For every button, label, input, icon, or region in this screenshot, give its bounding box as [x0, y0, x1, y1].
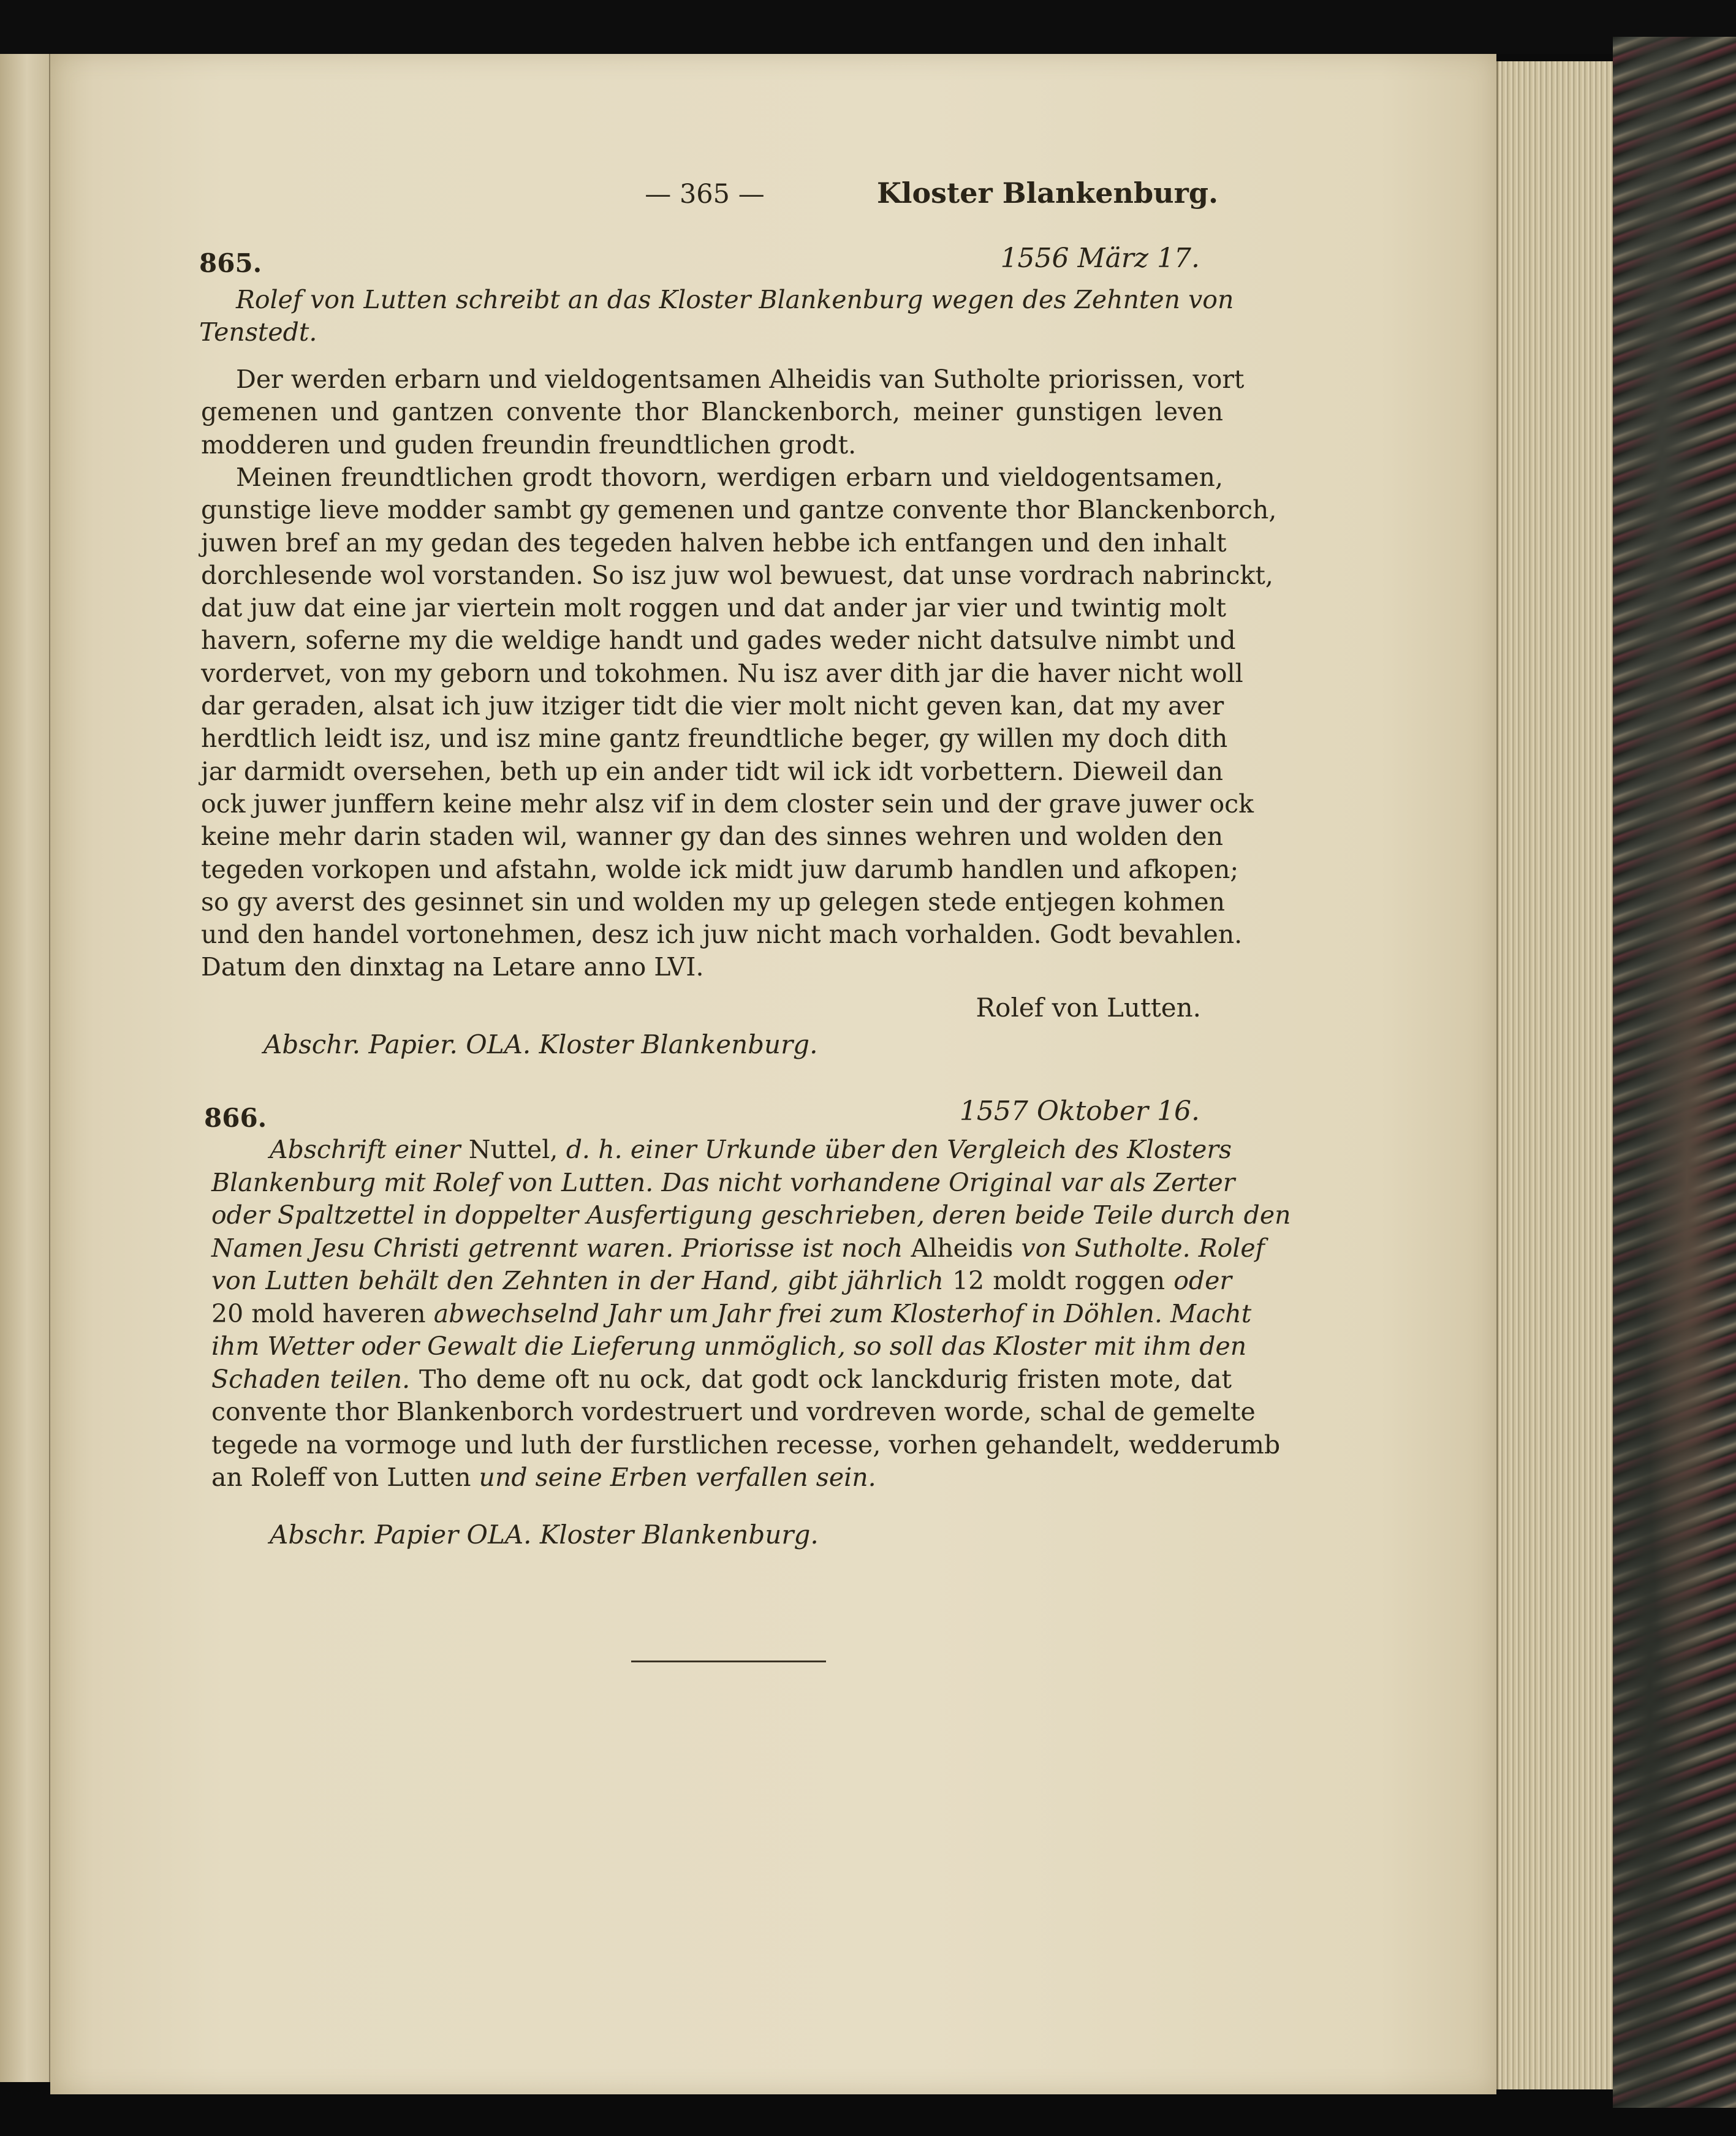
letter-line: keine mehr darin staden wil, wanner gy dan des sinnes wehren und wolden den [201, 822, 1223, 852]
italic-run: von Sutholte. Rolef [1021, 1233, 1265, 1263]
roman-run: convente thor Blankenborch vordestruert und vordreven worde, schal de gemelte [211, 1397, 1256, 1426]
regest-line [211, 1298, 1252, 1328]
document-date-866: 1557 Oktober 16. [959, 1096, 1200, 1127]
roman-run: Alheidis [911, 1233, 1022, 1263]
signature: Rolef von Lutten. [976, 993, 1201, 1023]
regest-line: Rolef von Lutten schreibt an das Kloster Blankenburg wegen des Zehnten von [236, 285, 1234, 314]
facing-page-edge [0, 54, 51, 2082]
italic-run: und seine Erben verfallen sein. [479, 1463, 876, 1492]
letter-line: dat juw dat eine jar viertein molt roggen und dat ander jar vier und twintig molt [201, 593, 1227, 623]
letter-line: dar geraden, alsat ich juw itziger tidt die vier molt nicht geven kan, dat my aver [201, 691, 1224, 721]
italic-run: abwechselnd Jahr um Jahr frei zum Klosterhof in Döhlen. Macht [433, 1298, 1252, 1328]
regest-line [211, 1266, 1232, 1295]
marbled-book-cover [1613, 37, 1736, 2108]
letter-line: juwen bref an my gedan des tegeden halven hebbe ich entfangen und den inhalt [201, 528, 1227, 558]
italic-run: d. h. einer Urkunde über den Vergleich des Klosters [566, 1135, 1232, 1164]
letter-line: Der werden erbarn und vieldogentsamen Alheidis van Sutholte priorissen, vort [236, 365, 1245, 394]
letter-line: herdtlich leidt isz, und isz mine gantz freundtliche beger, gy willen my doch dith [201, 724, 1228, 754]
letter-line: gemenen und gantzen convente thor Blanckenborch, meiner gunstigen leven [201, 397, 1223, 427]
italic-run: Schaden teilen. [211, 1364, 419, 1394]
letter-line: vordervet, von my geborn und tokohmen. Nu isz aver dith jar die haver nicht woll [201, 658, 1243, 688]
roman-run: Tho deme oft nu ock, dat godt ock lanckdurig fristen mote, dat [419, 1364, 1232, 1394]
roman-run: 20 mold haveren [211, 1298, 434, 1328]
roman-run: an Roleff von Lutten [211, 1463, 479, 1492]
regest-line [211, 1331, 1247, 1361]
page-stack-edges [1496, 61, 1615, 2089]
regest-line [211, 1233, 1265, 1263]
source-note-865: Abschr. Papier. OLA. Kloster Blankenburg. [263, 1029, 818, 1059]
italic-run: ihm Wetter oder Gewalt die Lieferung unmöglich, so soll das Kloster mit ihm den [211, 1331, 1247, 1361]
document-number-866: 866. [204, 1103, 267, 1133]
regest-line [211, 1430, 1281, 1460]
letter-line: Datum den dinxtag na Letare anno LVI. [201, 952, 704, 982]
italic-run: Namen Jesu Christi getrennt waren. Priorisse ist noch [211, 1233, 911, 1263]
regest-line [211, 1200, 1291, 1230]
regest-line [211, 1397, 1256, 1426]
scan-background [0, 0, 1736, 54]
letter-line: tegeden vorkopen und afstahn, wolde ick midt juw darumb handlen und afkopen; [201, 854, 1239, 884]
page-number: — 365 — [645, 179, 765, 210]
italic-run: von Lutten behält den Zehnten in der Hand, gibt jährlich [211, 1266, 953, 1295]
italic-run: Blankenburg mit Rolef von Lutten. Das nicht vorhandene Original var als Zerter [211, 1167, 1235, 1197]
document-number-865: 865. [199, 248, 262, 278]
source-note-866: Abschr. Papier OLA. Kloster Blankenburg. [270, 1520, 819, 1550]
letter-line: havern, soferne my die weldige handt und gades weder nicht datsulve nimbt und [201, 626, 1236, 656]
regest-line [211, 1365, 1232, 1394]
roman-run: Nuttel, [468, 1135, 566, 1164]
roman-run: 12 moldt roggen [952, 1266, 1174, 1295]
letter-line: so gy averst des gesinnet sin und wolden my up gelegen stede entjegen kohmen [201, 887, 1226, 917]
letter-line: modderen und guden freundin freundtlichen grodt. [201, 430, 857, 460]
regest-line [211, 1167, 1235, 1197]
running-title: Kloster Blankenburg. [876, 176, 1218, 210]
letter-line: Meinen freundtlichen grodt thovorn, werdigen erbarn und vieldogentsamen, [236, 462, 1223, 492]
letter-line: ock juwer junffern keine mehr alsz vif in dem closter sein und der grave juwer ock [201, 789, 1254, 819]
letter-line: jar darmidt oversehen, beth up ein ander tidt wil ick idt vorbettern. Dieweil dan [201, 756, 1223, 786]
letter-line: gunstige lieve modder sambt gy gemenen und gantze convente thor Blanckenborch, [201, 495, 1277, 525]
roman-run: tegede na vormoge und luth der furstlichen recesse, vorhen gehandelt, wedderumb [211, 1430, 1281, 1460]
end-rule [631, 1661, 826, 1662]
letter-line: dorchlesende wol vorstanden. So isz juw wol bewuest, dat unse vordrach nabrinckt, [201, 560, 1273, 590]
book-page [50, 54, 1496, 2094]
italic-run: oder [1173, 1266, 1232, 1295]
document-date-865: 1556 März 17. [1000, 243, 1200, 274]
regest-line [270, 1135, 1232, 1164]
letter-line: und den handel vortonehmen, desz ich juw nicht mach vorhalden. Godt bevahlen. [201, 920, 1243, 950]
regest-line: Tenstedt. [199, 317, 317, 347]
italic-run: Abschrift einer [270, 1135, 469, 1164]
italic-run: oder Spaltzettel in doppelter Ausfertigung geschrieben, deren beide Teile durch den [211, 1200, 1291, 1230]
regest-line [211, 1463, 1232, 1492]
